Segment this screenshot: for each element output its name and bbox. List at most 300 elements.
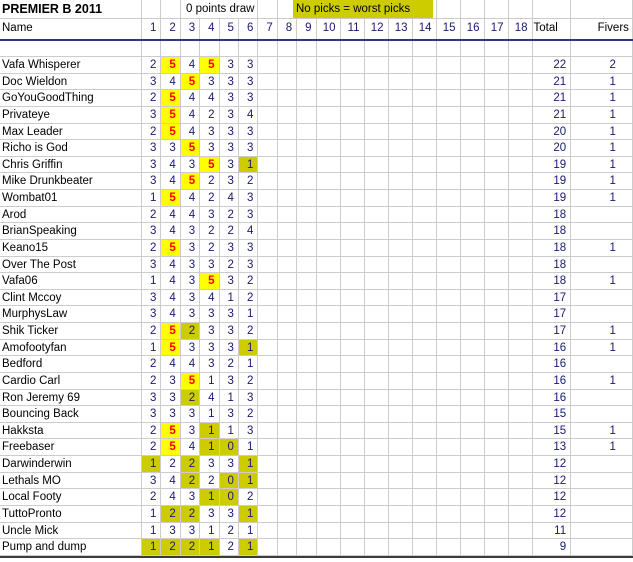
- empty-cell[interactable]: [258, 0, 277, 19]
- score-cell-round-15[interactable]: [437, 523, 461, 540]
- score-cell-round-10[interactable]: [317, 306, 341, 323]
- fivers-cell[interactable]: 1: [571, 439, 633, 456]
- score-cell-round-4[interactable]: 1: [200, 523, 219, 540]
- score-cell-round-4[interactable]: 3: [200, 306, 219, 323]
- score-cell-round-13[interactable]: [389, 506, 413, 523]
- fivers-cell[interactable]: [571, 356, 633, 373]
- score-cell-round-17[interactable]: [485, 523, 509, 540]
- score-cell-round-10[interactable]: [317, 157, 341, 174]
- empty-cell[interactable]: [200, 41, 219, 57]
- score-cell-round-9[interactable]: [297, 523, 316, 540]
- fivers-cell[interactable]: [571, 290, 633, 307]
- score-cell-round-6[interactable]: 2: [239, 290, 258, 307]
- score-cell-round-8[interactable]: [278, 473, 297, 490]
- score-cell-round-5[interactable]: 2: [220, 539, 239, 556]
- score-cell-round-1[interactable]: 3: [142, 140, 161, 157]
- total-cell[interactable]: 17: [533, 290, 572, 307]
- total-cell[interactable]: 18: [533, 223, 572, 240]
- score-cell-round-15[interactable]: [437, 223, 461, 240]
- score-cell-round-5[interactable]: 2: [220, 257, 239, 274]
- score-cell-round-5[interactable]: 2: [220, 207, 239, 224]
- player-name-cell[interactable]: Over The Post: [0, 257, 142, 274]
- score-cell-round-13[interactable]: [389, 140, 413, 157]
- score-cell-round-12[interactable]: [365, 539, 389, 556]
- score-cell-round-12[interactable]: [365, 356, 389, 373]
- col-header-round-7[interactable]: 7: [258, 19, 277, 39]
- score-cell-round-3[interactable]: 2: [181, 456, 200, 473]
- score-cell-round-2[interactable]: 2: [161, 539, 180, 556]
- score-cell-round-9[interactable]: [297, 157, 316, 174]
- score-cell-round-14[interactable]: [413, 157, 437, 174]
- score-cell-round-17[interactable]: [485, 257, 509, 274]
- fivers-cell[interactable]: 1: [571, 273, 633, 290]
- score-cell-round-11[interactable]: [341, 290, 365, 307]
- empty-cell[interactable]: [461, 41, 485, 57]
- score-cell-round-8[interactable]: [278, 539, 297, 556]
- player-name-cell[interactable]: Mike Drunkbeater: [0, 173, 142, 190]
- score-cell-round-8[interactable]: [278, 356, 297, 373]
- score-cell-round-15[interactable]: [437, 57, 461, 74]
- score-cell-round-8[interactable]: [278, 340, 297, 357]
- score-cell-round-18[interactable]: [509, 240, 533, 257]
- score-cell-round-17[interactable]: [485, 506, 509, 523]
- score-cell-round-1[interactable]: 3: [142, 390, 161, 407]
- score-cell-round-8[interactable]: [278, 423, 297, 440]
- score-cell-round-13[interactable]: [389, 356, 413, 373]
- fivers-cell[interactable]: 1: [571, 323, 633, 340]
- score-cell-round-3[interactable]: 4: [181, 356, 200, 373]
- score-cell-round-13[interactable]: [389, 340, 413, 357]
- score-cell-round-6[interactable]: 2: [239, 323, 258, 340]
- score-cell-round-15[interactable]: [437, 140, 461, 157]
- score-cell-round-5[interactable]: 3: [220, 90, 239, 107]
- score-cell-round-5[interactable]: 3: [220, 240, 239, 257]
- score-cell-round-3[interactable]: 5: [181, 173, 200, 190]
- score-cell-round-2[interactable]: 5: [161, 240, 180, 257]
- score-cell-round-17[interactable]: [485, 74, 509, 91]
- score-cell-round-7[interactable]: [258, 290, 277, 307]
- score-cell-round-7[interactable]: [258, 157, 277, 174]
- score-cell-round-5[interactable]: 3: [220, 456, 239, 473]
- score-cell-round-2[interactable]: 5: [161, 107, 180, 124]
- score-cell-round-4[interactable]: 3: [200, 257, 219, 274]
- score-cell-round-17[interactable]: [485, 57, 509, 74]
- score-cell-round-7[interactable]: [258, 207, 277, 224]
- score-cell-round-1[interactable]: 1: [142, 273, 161, 290]
- score-cell-round-1[interactable]: 3: [142, 74, 161, 91]
- score-cell-round-1[interactable]: 3: [142, 290, 161, 307]
- score-cell-round-3[interactable]: 3: [181, 290, 200, 307]
- empty-cell[interactable]: [297, 41, 316, 57]
- score-cell-round-17[interactable]: [485, 207, 509, 224]
- score-cell-round-2[interactable]: 5: [161, 423, 180, 440]
- score-cell-round-11[interactable]: [341, 306, 365, 323]
- score-cell-round-12[interactable]: [365, 439, 389, 456]
- score-cell-round-13[interactable]: [389, 489, 413, 506]
- score-cell-round-10[interactable]: [317, 190, 341, 207]
- score-cell-round-18[interactable]: [509, 57, 533, 74]
- score-cell-round-12[interactable]: [365, 290, 389, 307]
- score-cell-round-13[interactable]: [389, 223, 413, 240]
- score-cell-round-18[interactable]: [509, 90, 533, 107]
- score-cell-round-12[interactable]: [365, 257, 389, 274]
- total-cell[interactable]: 16: [533, 390, 572, 407]
- score-cell-round-8[interactable]: [278, 207, 297, 224]
- score-cell-round-2[interactable]: 4: [161, 473, 180, 490]
- player-name-cell[interactable]: Lethals MO: [0, 473, 142, 490]
- score-cell-round-18[interactable]: [509, 257, 533, 274]
- score-cell-round-16[interactable]: [461, 456, 485, 473]
- score-cell-round-18[interactable]: [509, 473, 533, 490]
- empty-cell[interactable]: [365, 41, 389, 57]
- score-cell-round-6[interactable]: 2: [239, 489, 258, 506]
- player-name-cell[interactable]: Hakksta: [0, 423, 142, 440]
- score-cell-round-18[interactable]: [509, 74, 533, 91]
- score-cell-round-2[interactable]: 3: [161, 373, 180, 390]
- score-cell-round-4[interactable]: 1: [200, 373, 219, 390]
- score-cell-round-10[interactable]: [317, 523, 341, 540]
- player-name-cell[interactable]: Shik Ticker: [0, 323, 142, 340]
- score-cell-round-2[interactable]: 4: [161, 74, 180, 91]
- score-cell-round-4[interactable]: 2: [200, 173, 219, 190]
- score-cell-round-11[interactable]: [341, 423, 365, 440]
- score-cell-round-14[interactable]: [413, 57, 437, 74]
- score-cell-round-3[interactable]: 2: [181, 473, 200, 490]
- score-cell-round-2[interactable]: 3: [161, 523, 180, 540]
- score-cell-round-3[interactable]: 2: [181, 506, 200, 523]
- score-cell-round-14[interactable]: [413, 340, 437, 357]
- score-cell-round-8[interactable]: [278, 390, 297, 407]
- score-cell-round-9[interactable]: [297, 356, 316, 373]
- score-cell-round-13[interactable]: [389, 124, 413, 141]
- total-cell[interactable]: 21: [533, 107, 572, 124]
- score-cell-round-1[interactable]: 2: [142, 240, 161, 257]
- score-cell-round-4[interactable]: 3: [200, 124, 219, 141]
- score-cell-round-8[interactable]: [278, 140, 297, 157]
- score-cell-round-8[interactable]: [278, 257, 297, 274]
- player-name-cell[interactable]: Bedford: [0, 356, 142, 373]
- score-cell-round-1[interactable]: 1: [142, 456, 161, 473]
- score-cell-round-11[interactable]: [341, 323, 365, 340]
- empty-cell[interactable]: [509, 0, 533, 19]
- score-cell-round-12[interactable]: [365, 340, 389, 357]
- player-name-cell[interactable]: Local Footy: [0, 489, 142, 506]
- score-cell-round-15[interactable]: [437, 124, 461, 141]
- total-cell[interactable]: 12: [533, 506, 572, 523]
- empty-cell[interactable]: [220, 41, 239, 57]
- score-cell-round-14[interactable]: [413, 406, 437, 423]
- total-cell[interactable]: 12: [533, 473, 572, 490]
- score-cell-round-2[interactable]: 5: [161, 124, 180, 141]
- score-cell-round-2[interactable]: 4: [161, 257, 180, 274]
- score-cell-round-17[interactable]: [485, 124, 509, 141]
- total-cell[interactable]: 21: [533, 74, 572, 91]
- score-cell-round-4[interactable]: 2: [200, 240, 219, 257]
- score-cell-round-6[interactable]: 1: [239, 539, 258, 556]
- score-cell-round-12[interactable]: [365, 207, 389, 224]
- col-header-round-12[interactable]: 12: [365, 19, 389, 39]
- score-cell-round-11[interactable]: [341, 90, 365, 107]
- score-cell-round-18[interactable]: [509, 523, 533, 540]
- score-cell-round-10[interactable]: [317, 90, 341, 107]
- score-cell-round-2[interactable]: 5: [161, 57, 180, 74]
- score-cell-round-5[interactable]: 1: [220, 290, 239, 307]
- player-name-cell[interactable]: Max Leader: [0, 124, 142, 141]
- score-cell-round-18[interactable]: [509, 323, 533, 340]
- score-cell-round-18[interactable]: [509, 173, 533, 190]
- player-name-cell[interactable]: Ron Jeremy 69: [0, 390, 142, 407]
- score-cell-round-12[interactable]: [365, 489, 389, 506]
- score-cell-round-2[interactable]: 3: [161, 406, 180, 423]
- score-cell-round-13[interactable]: [389, 273, 413, 290]
- score-cell-round-16[interactable]: [461, 173, 485, 190]
- score-cell-round-10[interactable]: [317, 489, 341, 506]
- score-cell-round-16[interactable]: [461, 223, 485, 240]
- score-cell-round-17[interactable]: [485, 373, 509, 390]
- score-cell-round-17[interactable]: [485, 456, 509, 473]
- fivers-cell[interactable]: [571, 306, 633, 323]
- score-cell-round-11[interactable]: [341, 74, 365, 91]
- score-cell-round-18[interactable]: [509, 423, 533, 440]
- fivers-cell[interactable]: [571, 523, 633, 540]
- score-cell-round-8[interactable]: [278, 439, 297, 456]
- total-cell[interactable]: 12: [533, 489, 572, 506]
- score-cell-round-3[interactable]: 3: [181, 273, 200, 290]
- score-cell-round-13[interactable]: [389, 240, 413, 257]
- fivers-cell[interactable]: 1: [571, 373, 633, 390]
- score-cell-round-11[interactable]: [341, 456, 365, 473]
- score-cell-round-4[interactable]: 1: [200, 439, 219, 456]
- score-cell-round-1[interactable]: 3: [142, 257, 161, 274]
- score-cell-round-9[interactable]: [297, 107, 316, 124]
- score-cell-round-17[interactable]: [485, 190, 509, 207]
- score-cell-round-15[interactable]: [437, 473, 461, 490]
- score-cell-round-11[interactable]: [341, 473, 365, 490]
- score-cell-round-8[interactable]: [278, 190, 297, 207]
- score-cell-round-1[interactable]: 3: [142, 107, 161, 124]
- fivers-cell[interactable]: [571, 406, 633, 423]
- score-cell-round-13[interactable]: [389, 456, 413, 473]
- score-cell-round-16[interactable]: [461, 290, 485, 307]
- fivers-cell[interactable]: 1: [571, 90, 633, 107]
- empty-cell[interactable]: [161, 0, 180, 19]
- score-cell-round-17[interactable]: [485, 306, 509, 323]
- score-cell-round-1[interactable]: 2: [142, 373, 161, 390]
- col-header-round-4[interactable]: 4: [200, 19, 219, 39]
- score-cell-round-9[interactable]: [297, 74, 316, 91]
- score-cell-round-12[interactable]: [365, 456, 389, 473]
- score-cell-round-4[interactable]: 1: [200, 423, 219, 440]
- score-cell-round-4[interactable]: 4: [200, 290, 219, 307]
- score-cell-round-2[interactable]: 5: [161, 190, 180, 207]
- score-cell-round-16[interactable]: [461, 107, 485, 124]
- score-cell-round-6[interactable]: 3: [239, 57, 258, 74]
- score-cell-round-16[interactable]: [461, 356, 485, 373]
- score-cell-round-6[interactable]: 2: [239, 406, 258, 423]
- score-cell-round-5[interactable]: 3: [220, 340, 239, 357]
- score-cell-round-14[interactable]: [413, 323, 437, 340]
- score-cell-round-6[interactable]: 1: [239, 356, 258, 373]
- score-cell-round-3[interactable]: 3: [181, 223, 200, 240]
- score-cell-round-15[interactable]: [437, 489, 461, 506]
- player-name-cell[interactable]: Darwinderwin: [0, 456, 142, 473]
- score-cell-round-16[interactable]: [461, 157, 485, 174]
- score-cell-round-10[interactable]: [317, 406, 341, 423]
- score-cell-round-16[interactable]: [461, 240, 485, 257]
- score-cell-round-5[interactable]: 2: [220, 523, 239, 540]
- fivers-cell[interactable]: [571, 390, 633, 407]
- score-cell-round-5[interactable]: 3: [220, 506, 239, 523]
- score-cell-round-8[interactable]: [278, 323, 297, 340]
- score-cell-round-6[interactable]: 3: [239, 390, 258, 407]
- score-cell-round-12[interactable]: [365, 190, 389, 207]
- score-cell-round-12[interactable]: [365, 390, 389, 407]
- score-cell-round-5[interactable]: 3: [220, 306, 239, 323]
- score-cell-round-3[interactable]: 2: [181, 323, 200, 340]
- empty-cell[interactable]: [239, 41, 258, 57]
- score-cell-round-3[interactable]: 3: [181, 257, 200, 274]
- score-cell-round-14[interactable]: [413, 290, 437, 307]
- score-cell-round-2[interactable]: 2: [161, 456, 180, 473]
- score-cell-round-11[interactable]: [341, 506, 365, 523]
- fivers-cell[interactable]: [571, 489, 633, 506]
- col-header-round-16[interactable]: 16: [461, 19, 485, 39]
- score-cell-round-13[interactable]: [389, 190, 413, 207]
- player-name-cell[interactable]: Keano15: [0, 240, 142, 257]
- score-cell-round-14[interactable]: [413, 74, 437, 91]
- score-cell-round-17[interactable]: [485, 340, 509, 357]
- score-cell-round-3[interactable]: 4: [181, 207, 200, 224]
- score-cell-round-5[interactable]: 3: [220, 124, 239, 141]
- score-cell-round-18[interactable]: [509, 223, 533, 240]
- col-header-round-6[interactable]: 6: [239, 19, 258, 39]
- fivers-cell[interactable]: 1: [571, 423, 633, 440]
- score-cell-round-18[interactable]: [509, 539, 533, 556]
- score-cell-round-13[interactable]: [389, 373, 413, 390]
- score-cell-round-6[interactable]: 3: [239, 240, 258, 257]
- score-cell-round-10[interactable]: [317, 173, 341, 190]
- score-cell-round-5[interactable]: 3: [220, 173, 239, 190]
- total-cell[interactable]: 9: [533, 539, 572, 556]
- score-cell-round-7[interactable]: [258, 373, 277, 390]
- score-cell-round-2[interactable]: 4: [161, 273, 180, 290]
- score-cell-round-9[interactable]: [297, 240, 316, 257]
- score-cell-round-14[interactable]: [413, 390, 437, 407]
- score-cell-round-2[interactable]: 4: [161, 489, 180, 506]
- score-cell-round-11[interactable]: [341, 107, 365, 124]
- score-cell-round-16[interactable]: [461, 406, 485, 423]
- score-cell-round-14[interactable]: [413, 356, 437, 373]
- score-cell-round-15[interactable]: [437, 90, 461, 107]
- score-cell-round-9[interactable]: [297, 57, 316, 74]
- score-cell-round-2[interactable]: 5: [161, 439, 180, 456]
- score-cell-round-15[interactable]: [437, 190, 461, 207]
- score-cell-round-13[interactable]: [389, 439, 413, 456]
- score-cell-round-12[interactable]: [365, 240, 389, 257]
- fivers-cell[interactable]: 1: [571, 190, 633, 207]
- score-cell-round-4[interactable]: 1: [200, 539, 219, 556]
- fivers-cell[interactable]: 1: [571, 157, 633, 174]
- score-cell-round-2[interactable]: 4: [161, 223, 180, 240]
- score-cell-round-14[interactable]: [413, 90, 437, 107]
- score-cell-round-1[interactable]: 2: [142, 489, 161, 506]
- score-cell-round-1[interactable]: 3: [142, 473, 161, 490]
- score-cell-round-6[interactable]: 3: [239, 190, 258, 207]
- score-cell-round-16[interactable]: [461, 306, 485, 323]
- score-cell-round-4[interactable]: 4: [200, 390, 219, 407]
- score-cell-round-10[interactable]: [317, 356, 341, 373]
- score-cell-round-4[interactable]: 3: [200, 323, 219, 340]
- score-cell-round-5[interactable]: 3: [220, 273, 239, 290]
- score-cell-round-11[interactable]: [341, 157, 365, 174]
- score-cell-round-9[interactable]: [297, 373, 316, 390]
- total-cell[interactable]: 17: [533, 323, 572, 340]
- score-cell-round-9[interactable]: [297, 306, 316, 323]
- score-cell-round-9[interactable]: [297, 290, 316, 307]
- score-cell-round-14[interactable]: [413, 506, 437, 523]
- score-cell-round-7[interactable]: [258, 439, 277, 456]
- score-cell-round-3[interactable]: 4: [181, 439, 200, 456]
- score-cell-round-5[interactable]: 3: [220, 323, 239, 340]
- score-cell-round-14[interactable]: [413, 523, 437, 540]
- score-cell-round-4[interactable]: 2: [200, 473, 219, 490]
- score-cell-round-13[interactable]: [389, 57, 413, 74]
- score-cell-round-7[interactable]: [258, 190, 277, 207]
- score-cell-round-14[interactable]: [413, 190, 437, 207]
- total-cell[interactable]: 18: [533, 273, 572, 290]
- score-cell-round-9[interactable]: [297, 257, 316, 274]
- col-header-round-10[interactable]: 10: [317, 19, 341, 39]
- score-cell-round-15[interactable]: [437, 390, 461, 407]
- score-cell-round-8[interactable]: [278, 124, 297, 141]
- total-cell[interactable]: 20: [533, 124, 572, 141]
- score-cell-round-9[interactable]: [297, 390, 316, 407]
- score-cell-round-3[interactable]: 3: [181, 423, 200, 440]
- score-cell-round-10[interactable]: [317, 107, 341, 124]
- score-cell-round-11[interactable]: [341, 257, 365, 274]
- score-cell-round-9[interactable]: [297, 439, 316, 456]
- score-cell-round-14[interactable]: [413, 173, 437, 190]
- score-cell-round-15[interactable]: [437, 157, 461, 174]
- fivers-cell[interactable]: 1: [571, 107, 633, 124]
- score-cell-round-13[interactable]: [389, 473, 413, 490]
- score-cell-round-10[interactable]: [317, 140, 341, 157]
- fivers-cell[interactable]: [571, 506, 633, 523]
- col-header-round-13[interactable]: 13: [389, 19, 413, 39]
- total-cell[interactable]: 13: [533, 439, 572, 456]
- score-cell-round-10[interactable]: [317, 273, 341, 290]
- score-cell-round-11[interactable]: [341, 523, 365, 540]
- total-cell[interactable]: 19: [533, 157, 572, 174]
- fivers-cell[interactable]: [571, 473, 633, 490]
- score-cell-round-6[interactable]: 3: [239, 257, 258, 274]
- score-cell-round-5[interactable]: 3: [220, 57, 239, 74]
- score-cell-round-11[interactable]: [341, 273, 365, 290]
- score-cell-round-17[interactable]: [485, 356, 509, 373]
- score-cell-round-9[interactable]: [297, 539, 316, 556]
- score-cell-round-18[interactable]: [509, 124, 533, 141]
- score-cell-round-18[interactable]: [509, 290, 533, 307]
- score-cell-round-17[interactable]: [485, 90, 509, 107]
- score-cell-round-8[interactable]: [278, 173, 297, 190]
- col-header-round-8[interactable]: 8: [278, 19, 297, 39]
- col-header-round-15[interactable]: 15: [437, 19, 461, 39]
- score-cell-round-5[interactable]: 3: [220, 406, 239, 423]
- score-cell-round-9[interactable]: [297, 207, 316, 224]
- score-cell-round-10[interactable]: [317, 506, 341, 523]
- total-cell[interactable]: 18: [533, 257, 572, 274]
- score-cell-round-17[interactable]: [485, 390, 509, 407]
